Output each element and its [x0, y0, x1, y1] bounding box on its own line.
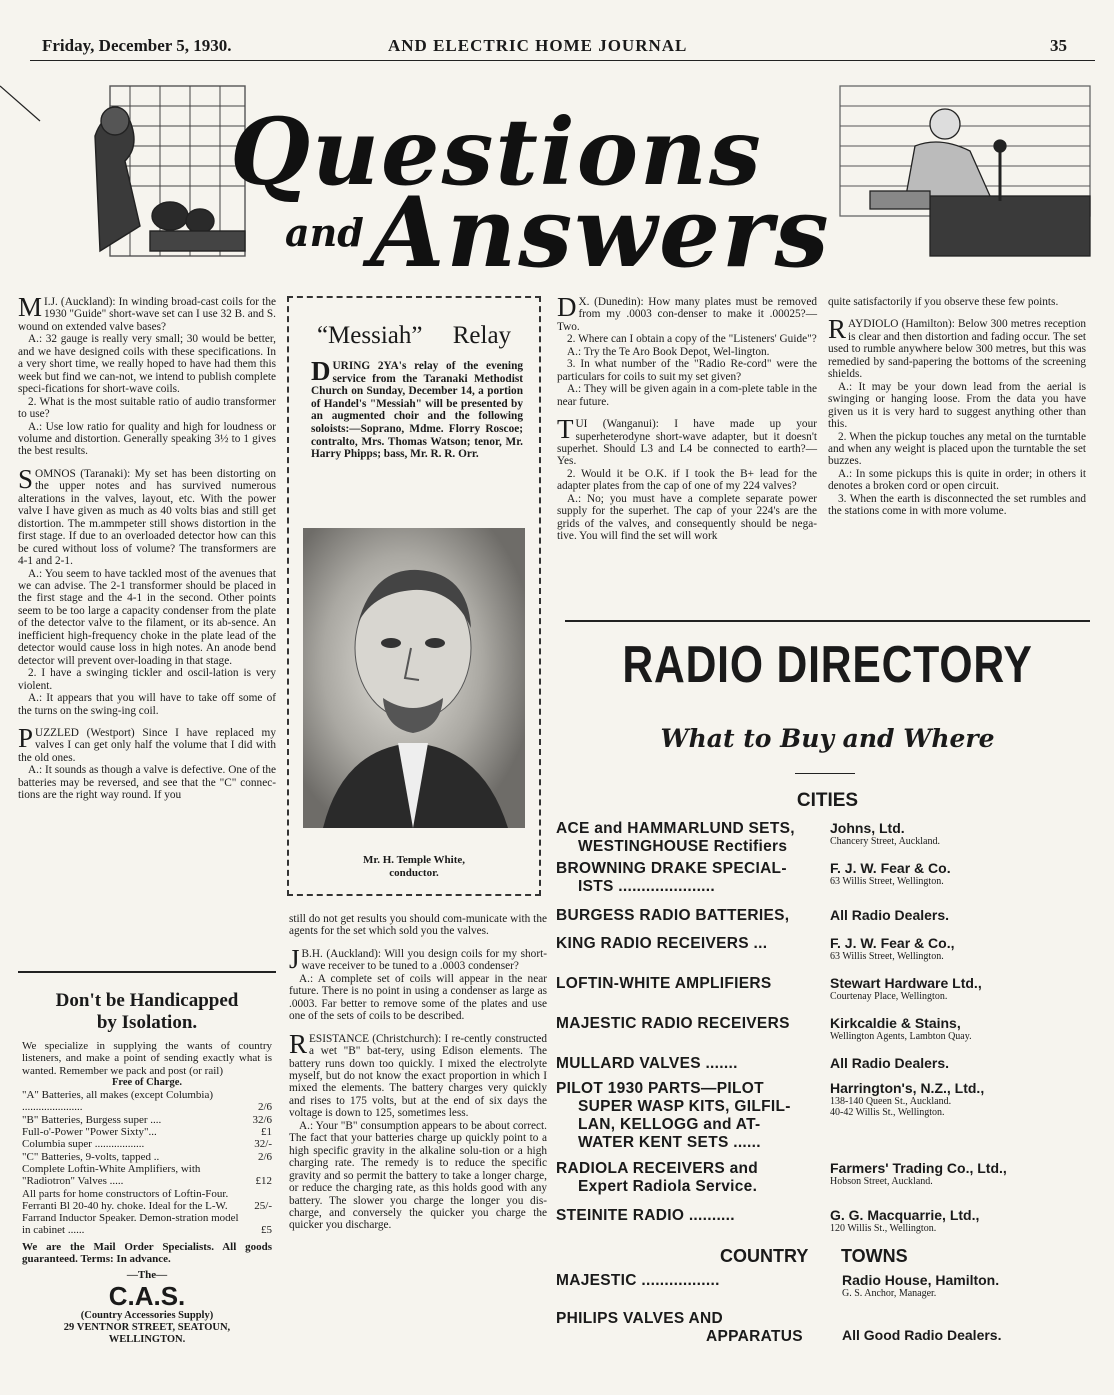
directory-product-line: MULLARD VALVES ....... [556, 1055, 738, 1072]
directory-dealer [830, 975, 1092, 1002]
ad-the: —The— [126, 1269, 168, 1282]
ad-free: Free of Charge. [111, 1076, 183, 1088]
ad-price-item [22, 1188, 272, 1213]
ad-address-city: WELLINGTON. [108, 1334, 186, 1346]
dealer-address: 63 Willis Street, Wellington. [830, 951, 944, 962]
ad-item-price: £5 [261, 1224, 272, 1237]
ad-item-price: £1 [261, 1126, 272, 1139]
dealer-name: Johns, Ltd. [830, 820, 905, 836]
portrait-caption: Mr. H. Temple White, [362, 854, 466, 866]
dealer-address: Courtenay Place, Wellington. [830, 991, 948, 1002]
directory-product [556, 907, 824, 925]
ad-headline: Don't be Handicapped [55, 990, 239, 1011]
directory-product-line: BROWNING DRAKE SPECIAL- [556, 860, 787, 877]
ad-mail-order: We are the Mail Order Specialists. All goods guaranteed. Terms: In advance. [22, 1240, 272, 1266]
qa-column-1: M I.J. (Auckland): In winding broad-cast coils for the 1930 "Guide" short-wave set can I use 32 B. and S. wound on extended valve bases? A.: 32 gauge is really very small; 30 would be better, and we have designed coils with these specifications. In a very short time, we really hoped to have had them this week but find we can-not, we intend to publish complete speci-fications for short-wave coils. 2. What is the most suitable ratio of audio transformer to use? A.: Use low ratio for quality and high for loudness or volume and distortion. Generally speaking 3½ to 1 gives the best results. SOMNOS (Taranaki): My set has been distorting on the upper notes and has survived numerous alterations in the valves, layout, etc. With the power valve I have given as much as 40 volts bias and still get distortion. The m.ammpeter still shows distortion in the first stage. If due to an overloaded detector how can this be cured without loss of volume? The transformers are 4-1 and 2-1. A.: You seem to have tackled most of the avenues that we can advise. The 2-1 transformer should be placed in the first stage and the 4-1 in the second. Other points seem to be too large a capacity condenser from the plate of the detector valve to the filament, or its ab-sence. An inefficient high-frequency choke in the plate lead of the detector would cause loss in high notes. An anode bend detector will prevent over-loading in that stage. 2. I have a swinging tickler and oscil-lation is very violent. A.: It appears that you will have to take off some of the turns on the swing-ing coil. PUZZLED (Westport) Since I have replaced my valves I can get only half the volume that I did with the old ones. A.: It sounds as though a valve is defective. One of the batteries may be reversed, and see that the "C" connec-tions are the right way round. If you [18, 292, 276, 802]
directory-product-line: MAJESTIC RADIO RECEIVERS [556, 1015, 790, 1032]
directory-dealer [830, 1015, 1092, 1042]
directory-product [556, 935, 824, 953]
ad-item-price: 2/6 [257, 1101, 272, 1114]
directory-product [556, 1272, 824, 1290]
ad-address: 29 VENTNOR STREET, SEATOUN, [63, 1321, 231, 1333]
directory-product-line: APPARATUS [706, 1328, 803, 1345]
directory-product-line: MAJESTIC ................. [556, 1272, 720, 1289]
journal-name: AND ELECTRIC HOME JOURNAL [388, 36, 688, 55]
dealer-address: Hobson Street, Auckland. [830, 1176, 933, 1187]
conductor-portrait [303, 528, 525, 828]
directory-product-line: ACE and HAMMARLUND SETS, [556, 820, 795, 837]
directory-product-line: WESTINGHOUSE Rectifiers [578, 838, 788, 855]
ad-item-name: Full-o'-Power "Power Sixty"... [22, 1126, 157, 1139]
qa-column-3: D X. (Dunedin): How many plates must be removed from my .0003 con-denser to make it .00025?—Two. 2. Where can I obtain a copy of the "Listeners' Guide"? A.: Try the Te Aro Book Depot, Wel-lington. 3. In what number of the "Radio Re-cord" were the particulars for coils to suit my set given? A.: They will be given again in a com-plete table in the near future. TUI (Wanganui): I have made up your superheterodyne short-wave adapter, but it doesn't superhet. Should L3 and L4 be connected to earth?—Yes. 2. Would it be O.K. if I took the B+ lead for the adapter plates from the cap of one of my 224 valves? A.: No; you must have a complete separate power supply for the superhet. The cap of your 224's are the grids of the valves, and consequently should be nega-tive. You will find the set will work [557, 292, 817, 543]
directory-product [556, 820, 824, 856]
drop-cap: R [828, 314, 847, 345]
directory-top-rule [565, 620, 1090, 622]
directory-product [556, 1055, 824, 1073]
directory-product-line: STEINITE RADIO .......... [556, 1207, 735, 1224]
ad-item-name: All parts for home constructors of Loftin-Four. Ferranti Bl 20-40 hy. choke. Ideal for the L-W. [22, 1187, 229, 1212]
ad-price-item [22, 1212, 272, 1237]
dealer-name: All Radio Dealers. [830, 907, 950, 923]
ad-item-name: Farrand Inductor Speaker. Demon-stration model in cabinet ...... [22, 1212, 239, 1237]
directory-dealer [830, 1080, 1092, 1118]
drop-cap: S [18, 463, 34, 494]
dealer-name: Stewart Hardware Ltd., [830, 975, 982, 991]
dealer-name: Farmers' Trading Co., Ltd., [830, 1160, 1007, 1176]
dealer-address: 40-42 Willis St., Wellington. [830, 1107, 945, 1118]
ad-item-name: Columbia super .................. [22, 1138, 145, 1151]
dealer-address: 120 Willis St., Wellington. [830, 1223, 937, 1234]
directory-dealer [830, 820, 1092, 847]
dealer-name: All Good Radio Dealers. [842, 1327, 1002, 1343]
ad-price-item [22, 1126, 272, 1138]
banner-title-and: and [285, 210, 364, 255]
directory-dealer [830, 907, 1092, 923]
dealer-name: F. J. W. Fear & Co., [830, 935, 955, 951]
directory-product-line: BURGESS RADIO BATTERIES, [556, 907, 790, 924]
issue-date: Friday, December 5, 1930. [42, 36, 232, 55]
directory-dealer [842, 1272, 1104, 1299]
directory-divider [795, 773, 855, 774]
banner-title-answers: Answers [370, 176, 831, 286]
dealer-name: Kirkcaldie & Stains, [830, 1015, 961, 1031]
directory-product-line: SUPER WASP KITS, GILFIL- [578, 1098, 791, 1115]
banner-title-questions: Questions [230, 98, 763, 206]
messiah-title: “Messiah” Relay [316, 322, 512, 349]
directory-product [556, 1080, 824, 1152]
ad-intro: We specialize in supplying the wants of country listeners, and make a point of sending exactly what is wanted. Remember we pack and post (or rail) [22, 1040, 272, 1077]
header-rule [30, 60, 1095, 61]
ad-item-name: "B" Batteries, Burgess super .... [22, 1113, 162, 1126]
directory-product-line: Expert Radiola Service. [578, 1178, 758, 1195]
directory-dealer [842, 1327, 1104, 1343]
directory-product [556, 975, 824, 993]
ad-brand-full: (Country Accessories Supply) [80, 1309, 214, 1321]
drop-cap: J [289, 943, 300, 974]
directory-dealer [830, 935, 1092, 962]
directory-product [556, 1207, 824, 1225]
banner-illustration [0, 66, 1114, 286]
directory-product [556, 1015, 824, 1033]
directory-product [556, 860, 824, 896]
ad-item-name: "A" Batteries, all makes (except Columbia) ...................... [22, 1089, 214, 1114]
dealer-address: 63 Willis Street, Wellington. [830, 876, 944, 887]
directory-product [556, 1160, 824, 1196]
ad-price-item [22, 1138, 272, 1150]
messiah-relay-box [287, 296, 541, 896]
ad-item-name: Complete Loftin-White Amplifiers, with "Radiotron" Valves ..... [22, 1162, 201, 1188]
directory-product-line: PHILIPS VALVES AND [556, 1310, 724, 1327]
drop-cap: D [311, 356, 331, 386]
directory-product-line: ISTS ..................... [578, 878, 715, 895]
dealer-address: Chancery Street, Auckland. [830, 836, 940, 847]
portrait-caption-role: conductor. [389, 867, 439, 879]
dealer-name: Harrington's, N.Z., Ltd., [830, 1080, 985, 1096]
drop-cap: D [557, 292, 577, 322]
ad-price-item [22, 1114, 272, 1126]
writer-at-desk-illustration [840, 86, 1090, 256]
qa-column-4: quite satisfactorily if you observe these few points. RAYDIOLO (Hamilton): Below 300 metres reception is clear and then distortion and fading occur. The set used to rumble anywhere below 300 metres, but this was remedied by sand-papering the bottoms of the screening shields. A.: It may be your down lead from the aerial is swinging or hanging loose. From the data you have given us it is very hard to suggest anything other than this. 2. When the pickup touches any metal on the turntable and when any weight is placed upon the turntable the set buzzes. A.: In some pickups this is quite in order; in others it denotes a broken cord or open circuit. 3. When the earth is disconnected the set rumbles and the stations come in with more volume. [828, 296, 1086, 518]
directory-product [556, 1310, 824, 1346]
dealer-address: 138-140 Queen St., Auckland. [830, 1096, 952, 1107]
ad-subheadline: by Isolation. [96, 1012, 198, 1033]
directory-product-line: WATER KENT SETS ...... [578, 1134, 761, 1151]
page-number: 35 [1050, 36, 1067, 55]
messiah-text: DURING 2YA's relay of the evening service from the Taranaki Methodist Church on Sunday, December 14, a portion of Handel's "Messiah" will be presented by an augmented choir and the following soloists:—Soprano, Mdme. Florry Roscoe; contralto, Mrs. Thomas Watson; tenor, Mr. Harry Phipps; bass, Mr. R. R. Orr. [311, 356, 523, 461]
directory-dealer [830, 1160, 1092, 1187]
dealer-address: Wellington Agents, Lambton Quay. [830, 1031, 972, 1042]
directory-title: RADIO DIRECTORY [622, 636, 1033, 694]
dealer-name: G. G. Macquarrie, Ltd., [830, 1207, 980, 1223]
radio-listener-illustration [95, 86, 245, 256]
ad-item-price: 2/6 [257, 1150, 272, 1163]
dealer-name: All Radio Dealers. [830, 1055, 950, 1071]
drop-cap: T [557, 414, 574, 445]
ad-brand-logo: C.A.S. [108, 1280, 186, 1311]
ad-item-name: "C" Batteries, 9-volts, tapped .. [22, 1150, 160, 1163]
cas-advertisement [22, 990, 272, 1347]
ad-item-price: £12 [255, 1175, 272, 1188]
directory-subtitle: What to Buy and Where [660, 724, 995, 753]
ad-item-price: 25/- [254, 1199, 272, 1212]
dealer-name: Radio House, Hamilton. [842, 1272, 1000, 1288]
directory-product-line: KING RADIO RECEIVERS ... [556, 935, 768, 952]
directory-product-line: LOFTIN-WHITE AMPLIFIERS [556, 975, 772, 992]
ad-price-list [22, 1089, 272, 1237]
directory-cities-heading: CITIES [796, 790, 859, 811]
directory-product-line: RADIOLA RECEIVERS and [556, 1160, 759, 1177]
directory-dealer [830, 1207, 1092, 1234]
drop-cap: M [18, 292, 43, 322]
dealer-name: F. J. W. Fear & Co. [830, 860, 951, 876]
qa-column-2: still do not get results you should com-municate with the agents for the set which sold you the valves. J B.H. (Auckland): Will you design coils for my short-wave receiver to be tuned to a .0003 condenser? A.: A complete set of coils will appear in the near future. There is no point in using a condenser as large as .0003. Far better to remove some of the plates and use one of the sets of coils to be described. RESISTANCE (Christchurch): I re-cently constructed a wet "B" bat-tery, using Edison elements. The battery runs down too quickly. I mixed the electrolyte myself, but do not know the exact proportion in which I mixed the elements. The battery charges very quickly and rises to 175 volts, but at the end of six days the voltage is down to 125, sometimes less. A.: Your "B" consumption appears to be about correct. The fact that your batteries charge up quickly point to a high specific gravity in the alkaline solu-tion or a high charging rate. The remedy is to reduce the specific gravity and so permit the battery to take a longer charge, or reduce the charging rate, as this holds good with any battery. The slower you charge the longer you dis-charge, and conversely the quicker you charge the quicker you discharge. [289, 913, 547, 1232]
ad-price-item [22, 1163, 272, 1188]
dealer-address: G. S. Anchor, Manager. [842, 1288, 937, 1299]
directory-country-heading: COUNTRY TOWNS [720, 1246, 908, 1266]
ad-item-price: 32/6 [252, 1113, 272, 1126]
ad-top-rule [18, 971, 276, 973]
ad-item-price: 32/- [254, 1138, 272, 1151]
directory-product-line: PILOT 1930 PARTS—PILOT [556, 1080, 764, 1097]
directory-dealer [830, 1055, 1092, 1071]
directory-dealer [830, 860, 1092, 887]
ad-price-item [22, 1151, 272, 1163]
ad-price-item [22, 1089, 272, 1114]
drop-cap: R [289, 1028, 308, 1059]
directory-product-line: LAN, KELLOGG and AT- [578, 1116, 761, 1133]
drop-cap: P [18, 722, 34, 753]
